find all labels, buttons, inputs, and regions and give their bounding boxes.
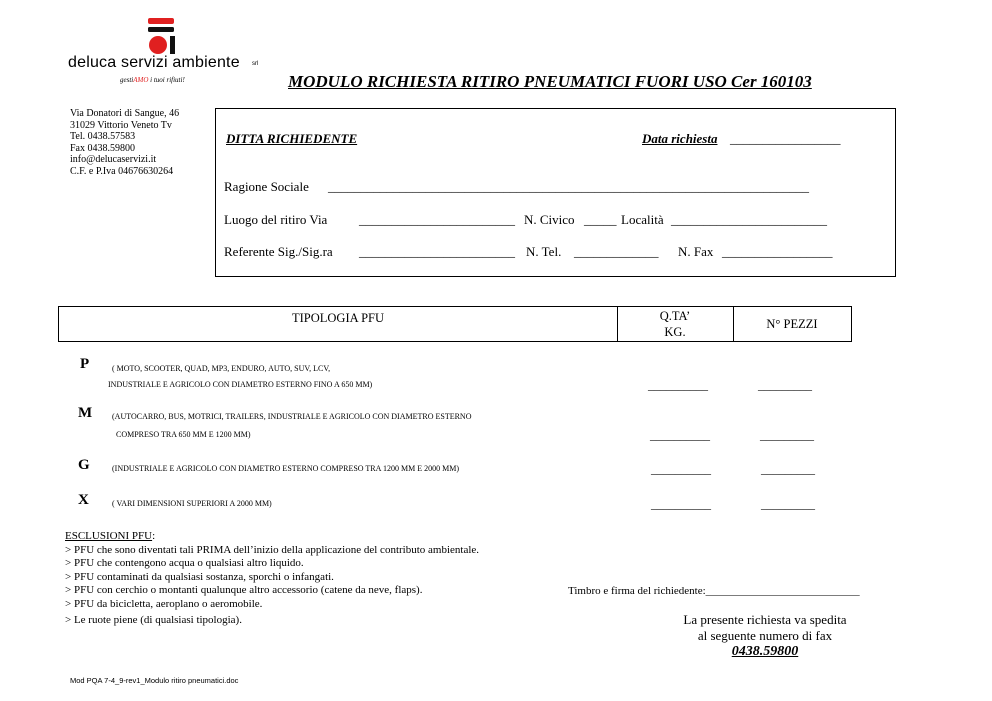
category-desc-line1: (AUTOCARRO, BUS, MOTRICI, TRAILERS, INDUSTRIALE E AGRICOLO CON DIAMETRO ESTERNO [112, 412, 472, 421]
company-vat: C.F. e P.Iva 04676630264 [70, 165, 174, 177]
tipologia-header: TIPOLOGIA PFU [291, 311, 385, 325]
category-desc-line1: (INDUSTRIALE E AGRICOLO CON DIAMETRO ESTERNO COMPRESO TRA 1200 MM E 2000 MM) [112, 464, 459, 473]
date-field[interactable]: _________________ [730, 131, 841, 146]
civico-label: N. Civico [524, 212, 575, 227]
localita-field[interactable]: ________________________ [671, 212, 827, 227]
fax-note-line1: La presente richiesta va spedita [683, 612, 847, 627]
tel-label: N. Tel. [526, 244, 562, 259]
date-label: Data richiesta [642, 131, 718, 146]
pieces-field[interactable]: _________ [761, 497, 815, 511]
luogo-label: Luogo del ritiro Via [224, 212, 328, 227]
qta-header-line1: Q.TA’ [659, 309, 691, 323]
exclusion-item: > PFU che sono diventati tali PRIMA dell’inizio della applicazione del contributo ambientale. [65, 543, 480, 556]
referente-field[interactable]: ________________________ [359, 244, 515, 259]
pfu-table-header [58, 306, 852, 342]
logo-tagline [120, 76, 185, 84]
form-title: MODULO RICHIESTA RITIRO PNEUMATICI FUORI USO Cer 160103 [288, 72, 812, 91]
qta-header-cell [617, 307, 733, 341]
fax-number: 0438.59800 [731, 644, 799, 659]
category-letter: X [78, 492, 89, 508]
logo-srl: srl [252, 61, 259, 67]
ragione-field[interactable]: __________________________________________________________________________ [328, 179, 809, 194]
company-fax: Fax 0438.59800 [70, 142, 135, 154]
localita-label: Località [621, 212, 664, 227]
company-info [70, 108, 210, 177]
logo-wordmark: deluca servizi ambiente [68, 54, 240, 71]
requester-box [215, 108, 896, 277]
category-desc-line2: COMPRESO TRA 650 MM E 1200 MM) [116, 430, 251, 439]
company-address: Via Donatori di Sangue, 46 [70, 108, 180, 119]
tagline-accent: AMO [133, 76, 149, 84]
exclusion-item: > PFU da bicicletta, aeroplano o aeromobile. [65, 597, 263, 610]
signature-field[interactable]: Timbro e firma del richiedente:____________________________ [568, 585, 860, 597]
fax-note [660, 612, 870, 660]
exclusions-heading [65, 530, 479, 544]
category-desc-line1: ( MOTO, SCOOTER, QUAD, MP3, ENDURO, AUTO, SUV, LCV, [112, 364, 331, 373]
qty-field[interactable]: __________ [651, 497, 711, 511]
logo-icon [140, 16, 184, 56]
exclusion-item: > Le ruote piene (di qualsiasi tipologia). [65, 613, 242, 626]
category-letter: P [80, 356, 90, 372]
document-footer: Mod PQA 7-4_9-rev1_Modulo ritiro pneumatici.doc [70, 676, 239, 685]
ragione-label: Ragione Sociale [224, 179, 309, 194]
fax-field[interactable]: _________________ [722, 244, 833, 259]
category-letter: G [78, 457, 90, 473]
category-desc-line1: ( VARI DIMENSIONI SUPERIORI A 2000 MM) [112, 499, 272, 508]
exclusions-list [65, 530, 479, 627]
pieces-field[interactable]: _________ [760, 428, 814, 442]
pieces-field[interactable]: _________ [761, 462, 815, 476]
fax-label: N. Fax [678, 244, 714, 259]
tagline-suffix: i tuoi rifiuti! [148, 76, 185, 84]
pieces-field[interactable]: _________ [758, 378, 812, 392]
fax-note-line2: al seguente numero di fax [697, 628, 833, 643]
qta-header-line2: KG. [664, 325, 686, 339]
company-city: 31029 Vittorio Veneto Tv [70, 119, 172, 131]
civico-field[interactable]: _____ [584, 212, 617, 227]
pezzi-header: N° PEZZI [766, 317, 818, 331]
qty-field[interactable]: __________ [651, 462, 711, 476]
exclusions-colon: : [152, 530, 156, 542]
pezzi-header-cell [733, 307, 851, 341]
requester-heading: DITTA RICHIEDENTE [226, 131, 358, 146]
tagline-prefix: gesti [120, 76, 134, 84]
via-field[interactable]: ________________________ [359, 212, 515, 227]
exclusion-item: > PFU contaminati da qualsiasi sostanza, sporchi o infangati. [65, 570, 334, 583]
exclusion-item: > PFU con cerchio o montanti qualunque altro accessorio (catene da neve, flaps). [65, 584, 423, 597]
company-email: info@delucaservizi.it [70, 154, 157, 165]
category-letter: M [78, 405, 93, 421]
referente-label: Referente Sig./Sig.ra [224, 244, 333, 259]
tel-field[interactable]: _____________ [574, 244, 659, 259]
exclusion-item: > PFU che contengono acqua o qualsiasi altro liquido. [65, 557, 304, 570]
exclusions-title: ESCLUSIONI PFU [65, 530, 153, 542]
qty-field[interactable]: __________ [648, 378, 708, 392]
qty-field[interactable]: __________ [650, 428, 710, 442]
category-desc-line2: INDUSTRIALE E AGRICOLO CON DIAMETRO ESTERNO FINO A 650 MM) [108, 380, 373, 389]
company-phone: Tel. 0438.57583 [70, 131, 136, 142]
